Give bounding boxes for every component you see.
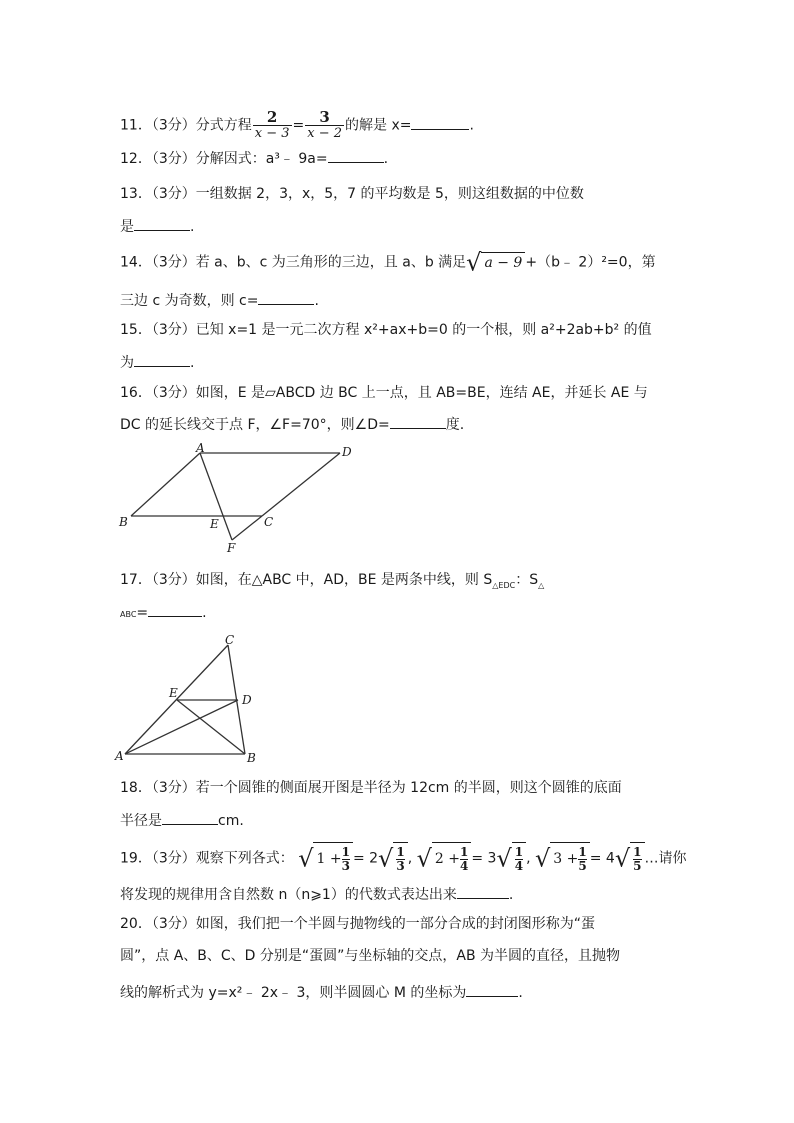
question-17-line-2: ABC= .	[120, 602, 207, 625]
radical-expression-2: √ 2 + $\frac{1}{4}$	[417, 842, 472, 875]
question-15-line-2: 为 .	[120, 352, 194, 373]
question-12: 12．（3分）分解因式：a³﹣ 9a= .	[120, 148, 388, 169]
answer-blank-13[interactable]	[134, 216, 190, 231]
label-F: F	[227, 541, 236, 555]
answer-blank-20[interactable]	[466, 982, 518, 997]
question-20-line-3: 线的解析式为 y=x²﹣ 2x﹣ 3，则半圆圆心 M 的坐标为 .	[120, 982, 523, 1003]
radical-expression-3: √ 3 + $\frac{1}{5}$	[535, 842, 590, 875]
question-13-line-1: 13．（3分）一组数据 2，3，x，5，7 的平均数是 5，则这组数据的中位数	[120, 186, 584, 202]
question-14-line-1: 14．（3分）若 a、b、c 为三角形的三边，且 a、b 满足√ a − 9 +（b﹣ 2）²=0，第	[120, 248, 656, 277]
answer-blank-17[interactable]	[148, 602, 202, 617]
label-B: B	[247, 751, 256, 765]
answer-blank-11[interactable]	[411, 115, 469, 130]
answer-blank-16[interactable]	[390, 414, 446, 429]
answer-blank-15[interactable]	[134, 352, 190, 367]
question-15-line-1: 15．（3分）已知 x=1 是一元二次方程 x²+ax+b=0 的一个根，则 a²+2ab+b² 的值	[120, 322, 652, 338]
question-16-line-1: 16．（3分）如图，E 是▱ABCD 边 BC 上一点，且 AB=BE，连结 AE，并延长 AE 与	[120, 385, 648, 401]
question-19-line-2: 将发现的规律用含自然数 n（n⩾1）的代数式表达出来 .	[120, 884, 513, 905]
question-20-line-2: 圆”，点 A、B、C、D 分别是“蛋圆”与坐标轴的交点，AB 为半圆的直径，且抛物	[120, 948, 621, 964]
radical-expression-1: √ 1 + $\frac{1}{3}$	[298, 842, 353, 875]
label-E: E	[169, 686, 178, 700]
label-C: C	[225, 633, 235, 647]
answer-blank-19[interactable]	[457, 884, 509, 899]
question-13-line-2: 是 .	[120, 216, 194, 237]
question-18-line-2: 半径是 cm.	[120, 810, 244, 831]
answer-blank-12[interactable]	[328, 148, 384, 163]
q11-text: 11．（3分）分式方程	[120, 117, 252, 134]
question-11: 11．（3分）分式方程 $\frac{2}{x - 3}$ = $\frac{3}{x - 2}$ 的解是 x= .	[120, 108, 474, 141]
label-E: E	[210, 517, 219, 531]
answer-blank-18[interactable]	[162, 810, 218, 825]
question-20-line-1: 20．（3分）如图，我们把一个半圆与抛物线的一部分合成的封闭图形称为“蛋	[120, 916, 595, 932]
sqrt-expression: √ a − 9	[466, 252, 525, 273]
question-18-line-1: 18．（3分）若一个圆锥的侧面展开图是半径为 12cm 的半圆，则这个圆锥的底面	[120, 780, 622, 796]
label-D: D	[342, 445, 352, 459]
question-19-line-1: 19．（3分）观察下列各式： √ 1 + $\frac{1}{3}$ = 2√ $\frac{1}{3}$ , √ 2 + $\frac{1}{4}$ = 3√ $\frac{1}{4}$ , √ 3 + $\frac{1}{5}$ = 4√ $\frac{1}{5}$ …请你	[120, 842, 687, 875]
label-B: B	[119, 515, 128, 529]
label-A: A	[115, 749, 124, 763]
question-16-line-2: DC 的延长线交于点 F，∠F=70°，则∠D= 度.	[120, 414, 464, 435]
question-14-line-2: 三边 c 为奇数，则 c= .	[120, 290, 319, 311]
triangle-figure	[110, 630, 270, 770]
parallelogram-figure	[110, 440, 360, 560]
label-A: A	[196, 441, 205, 455]
q11-fraction-2: $\frac{3}{x - 2}$	[307, 108, 342, 141]
answer-blank-14[interactable]	[258, 290, 314, 305]
q11-fraction-1: $\frac{2}{x - 3}$	[254, 108, 290, 141]
label-C: C	[264, 515, 274, 529]
label-D: D	[242, 693, 252, 707]
question-17-line-1: 17．（3分）如图，在△ABC 中，AD，BE 是两条中线，则 $S_{\triangle EDC}$：$S_\triangle$	[120, 572, 545, 590]
